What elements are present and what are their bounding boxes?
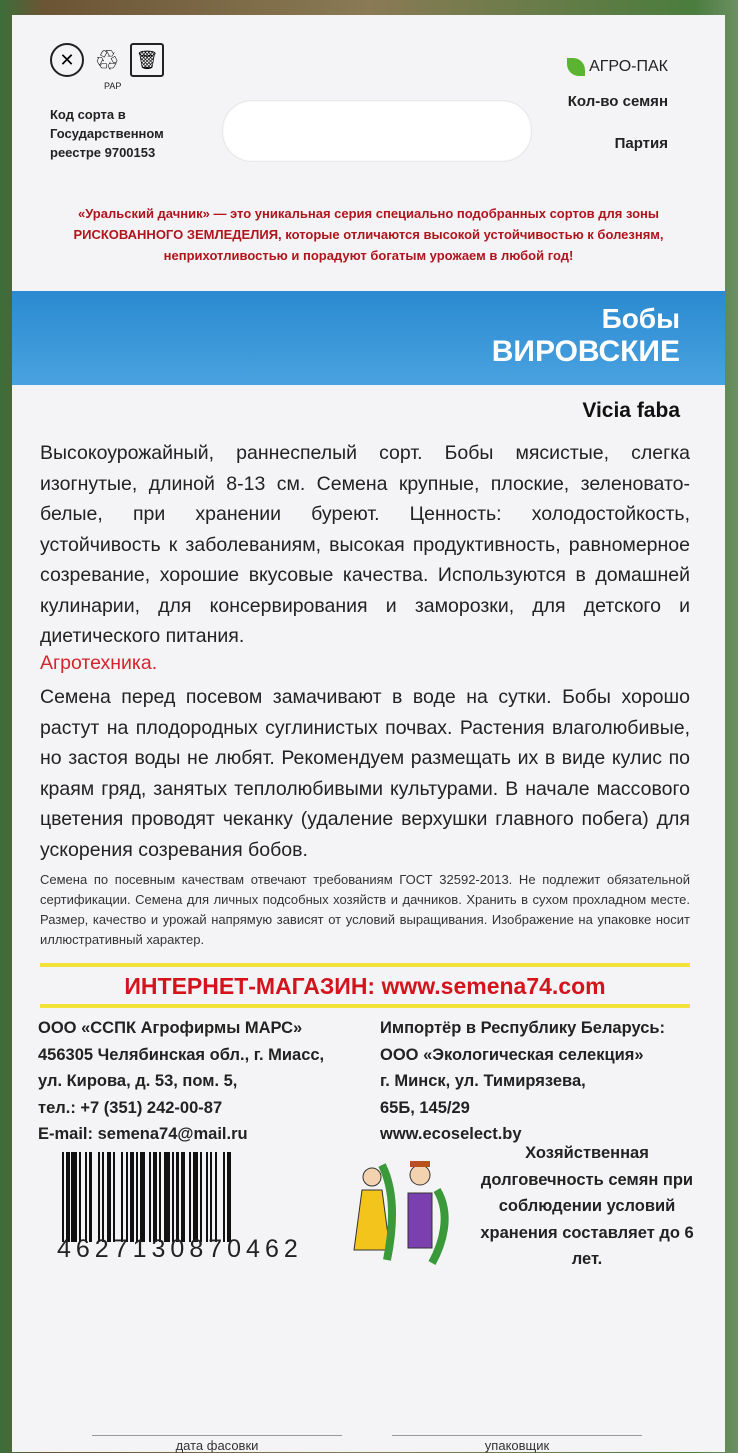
brand-logo — [567, 58, 668, 76]
series-intro: «Уральский дачник» — это уникальная серия специально подобранных сортов для зоны РИСКОВАННОГО ЗЕМЛЕДЕЛИЯ, которые отличаются высокой устойчивостью к болезням, неприхотливостью и порадуют богатым урожаем в любой год! — [73, 206, 664, 263]
trash-bin-icon: 🗑 — [130, 43, 164, 77]
producer-email: E-mail: semena74@mail.ru — [38, 1125, 248, 1143]
producer-address — [38, 1015, 324, 1148]
importer-line: Импортёр в Республику Беларусь: — [380, 1019, 666, 1037]
hang-hole — [222, 100, 532, 162]
variety-code: Код сорта в Государственном реестре 9700153 — [50, 107, 164, 160]
packer-label: упаковщик — [392, 1435, 642, 1453]
eco-icons — [50, 43, 164, 77]
shelf-life: Хозяйственная долговечность семян при соблюдении условий хранения составляет до 6 лет. — [480, 1144, 694, 1268]
recycle-label: PAP — [104, 81, 122, 91]
recycle-icon: ♲ — [94, 44, 120, 76]
seed-packet — [12, 15, 725, 1452]
agro-heading: Агротехника. — [40, 652, 158, 674]
importer-address — [380, 1015, 665, 1148]
producer-line: 456305 Челябинская обл., г. Миасс, — [38, 1045, 325, 1064]
importer-website: www.ecoselect.by — [380, 1125, 522, 1143]
divider — [40, 1004, 690, 1008]
product-type: Бобы — [601, 303, 680, 334]
leaf-icon — [567, 58, 585, 76]
packing-date-label: дата фасовки — [92, 1435, 342, 1453]
barcode-bar — [231, 1152, 233, 1242]
divider — [40, 963, 690, 967]
agro-text: Семена перед посевом замачивают в воде на сутки. Бобы хорошо растут на плодородных суглинистых почвах. Растения влаголюбивые, но застоя воды не любят. Рекомендуем размещать их в виде кулис по краям гряд, занятых теплолюбивыми культурами. В начале массового цветения проводят чеканку (удаление верхушки главного побега) для ускорения созревания бобов. — [40, 686, 690, 861]
importer-line: ООО «Экологическая селекция» — [380, 1045, 644, 1064]
batch-label: Партия — [614, 135, 668, 152]
barcode-number: 4627130870462 — [57, 1235, 303, 1263]
shop-link[interactable]: ИНТЕРНЕТ-МАГАЗИН: www.semena74.com — [124, 973, 606, 999]
seed-count-label: Кол-во семян — [567, 93, 668, 110]
no-food-icon: ✕ — [50, 43, 84, 77]
producer-line: ООО «ССПК Агрофирмы МАРС» — [38, 1019, 303, 1037]
producer-line: ул. Кирова, д. 53, пом. 5, — [38, 1072, 238, 1090]
barcode — [62, 1152, 302, 1242]
brand-name: АГРО-ПАК — [589, 58, 668, 75]
importer-line: г. Минск, ул. Тимирязева, — [380, 1072, 586, 1090]
gardeners-illustration — [342, 1155, 462, 1265]
producer-phone: тел.: +7 (351) 242-00-87 — [38, 1098, 223, 1117]
disclaimer: Семена по посевным качествам отвечают требованиям ГОСТ 32592-2013. Не подлежит обязательной сертификации. Семена для личных подсобных хозяйств и дачников. Хранить в сухом прохладном месте. Размер, качество и урожай напрямую зависят от условий выращивания. Изображение на упаковке носит иллюстративный характер. — [40, 872, 690, 947]
description: Высокоурожайный, раннеспелый сорт. Бобы мясистые, слегка изогнутые, длиной 8-13 см. Семена крупные, плоские, зеленовато-белые, при хранении буреют. Ценность: холодостойкость, устойчивость к заболеваниям, высокая продуктивность, равномерное созревание, хорошие вкусовые качества. Используются в домашней кулинарии, для консервирования и заморозки, для детского и диетического питания. — [40, 442, 690, 647]
importer-line: 65Б, 145/29 — [380, 1098, 470, 1117]
product-name: ВИРОВСКИЕ — [491, 335, 680, 368]
latin-name: Vicia faba — [582, 399, 680, 422]
